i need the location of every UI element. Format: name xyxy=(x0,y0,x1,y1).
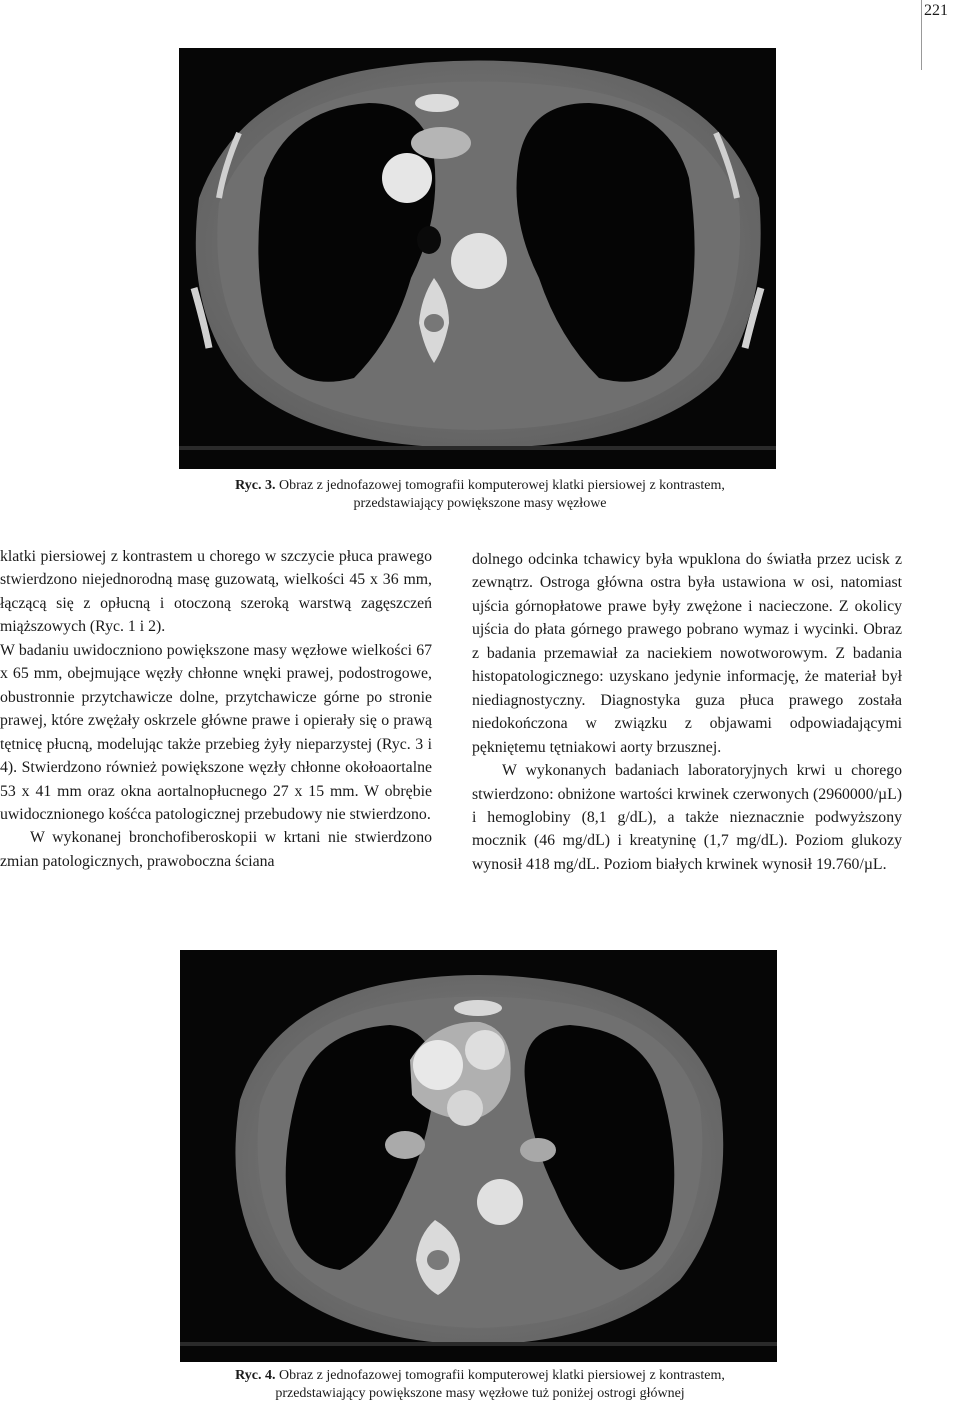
figure-4-caption xyxy=(0,1367,960,1403)
figure-4-label: Ryc. 4. xyxy=(235,1368,276,1383)
ct-scan-upper-chest xyxy=(179,48,776,469)
figure-3-caption-line-1 xyxy=(0,477,960,495)
left-paragraph-3: W wykonanej bronchofiberoskopii w krtani nie stwierdzono zmian patologicznych, prawoboczna ściana xyxy=(0,829,432,870)
figure-4-caption-line-2: przedstawiający powiększone masy węzłowe tuż poniżej ostrogi głównej xyxy=(275,1386,685,1401)
right-paragraph-1: dolnego odcinka tchawicy była wpuklona do światła przez ucisk z zewnątrz. Ostroga główna ostra była ustawiona w osi, natomiast ujścia górnopłatowe prawe były zwężone i nacieczone. Z okolicy ujścia do płata górnego prawego pobrano wymaz i wycinki. Obraz z badania przemawiał za naciekiem nowotworowym. Z badania histopatologicznego: uzyskano jedynie informację, że materiał był niediagnostyczny. Diagnostyka guza płuca prawego została niedokończona w związku z objawami odpowiadającymi pękniętemu tętniakowi aorty brzusznej. xyxy=(472,551,902,756)
right-text-column xyxy=(472,548,902,876)
figure-3-label: Ryc. 3. xyxy=(235,478,276,493)
ct-image-figure-4 xyxy=(180,950,777,1362)
right-paragraph-2: W wykonanych badaniach laboratoryjnych krwi u chorego stwierdzono: obniżone wartości krwinek czerwonych (2960000/µL) i hemoglobiny (8,1 g/dL), a także nieznacznie podwyższony mocznik (46 mg/dL) i kreatyninę (1,7 mg/dL). Poziom glukozy wynosił 418 mg/dL. Poziom białych krwinek wynosił 19.760/µL. xyxy=(472,762,902,873)
figure-4-caption-line-1 xyxy=(0,1367,960,1385)
page-number: 221 xyxy=(924,2,948,19)
figure-3-caption-line-2: przedstawiający powiększone masy węzłowe xyxy=(353,496,607,511)
left-paragraph-2: W badaniu uwidoczniono powiększone masy węzłowe wielkości 67 x 65 mm, obejmujące węzły chłonne wnęki prawej, podostrogowe, obustronnie przytchawicze dolne, przytchawicze górne po stronie prawej, które zwężały oskrzele główne prawe i opierały się o prawą tętnicę płucną, modelując także przebieg żyły nieparzystej (Ryc. 3 i 4). Stwierdzono również powiększone węzły chłonne okołoaortalne 53 x 41 mm oraz okna aortalnopłucnego 27 x 15 mm. W obrębie uwidocznionego kośćca patologicznej przebudowy nie stwierdzono. xyxy=(0,641,432,823)
left-paragraph-1: klatki piersiowej z kontrastem u chorego w szczycie płuca prawego stwierdzono niejednorodną masę guzowatą, wielkości 45 x 36 mm, łączącą się z opłucną i otoczoną szeroką warstwą zagęszczeń miąższowych (Ryc. 1 i 2). xyxy=(0,548,432,636)
figure-4-caption-text: Obraz z jednofazowej tomografii komputerowej klatki piersiowej z kontrastem, xyxy=(278,1368,725,1383)
left-text-column xyxy=(0,545,432,873)
ct-scan-carina-level xyxy=(180,950,777,1362)
figure-3-caption-text: Obraz z jednofazowej tomografii komputerowej klatki piersiowej z kontrastem, xyxy=(278,478,725,493)
page-number-rule xyxy=(921,0,922,70)
ct-image-figure-3 xyxy=(179,48,776,469)
figure-3-caption xyxy=(0,477,960,513)
